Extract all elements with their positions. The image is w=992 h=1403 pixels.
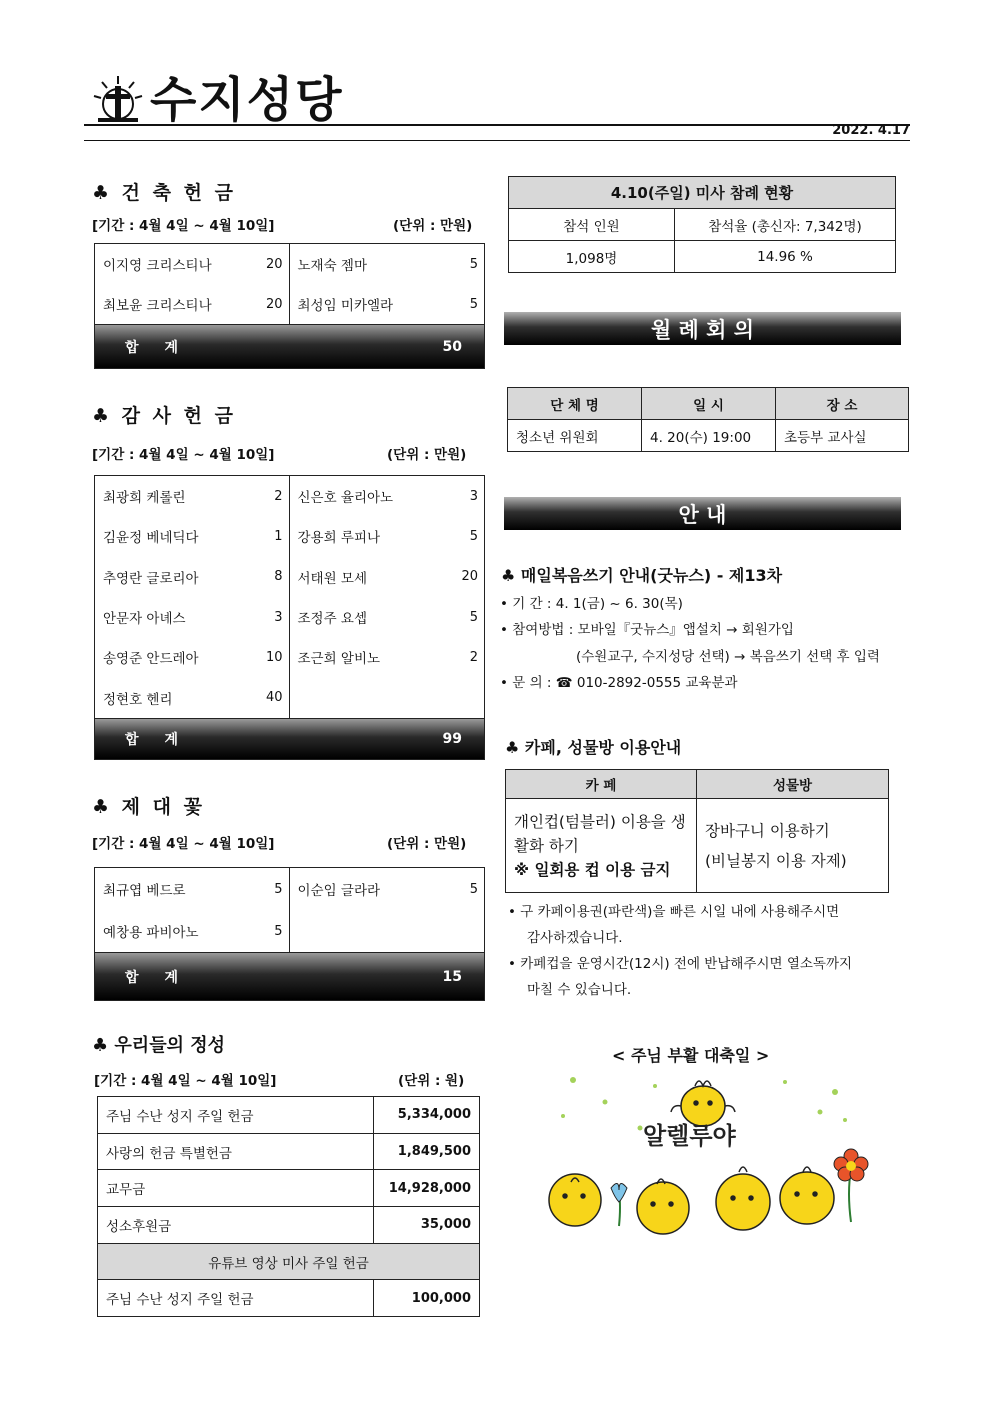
building-right-column — [290, 244, 485, 324]
table-row: 성소후원금 35,000 — [98, 1207, 480, 1244]
donor-row: 추영란 글로리아 8 — [103, 569, 283, 587]
table-row — [98, 1243, 480, 1280]
flowers-right-column — [290, 868, 485, 952]
thanks-unit: (단위 : 만원) — [387, 447, 467, 463]
cafe-bullet-1-cont: 감사하겠습니다. — [527, 930, 623, 946]
club-icon: ♣ — [92, 1035, 109, 1056]
hallelujah-text: 알렐루야 — [643, 1122, 736, 1150]
club-icon: ♣ — [92, 796, 113, 818]
club-icon: ♣ — [92, 405, 113, 427]
donor-row: 최광희 케롤린 2 — [103, 488, 283, 507]
cafe-header: 카 페 — [506, 770, 697, 799]
donor-row: 송영준 안드레아 10 — [103, 649, 283, 668]
attendance-count: 1,098명 — [509, 241, 675, 273]
donor-row: 정현호 헨리 40 — [103, 690, 283, 708]
thanks-fund-title: ♣ 감 사 헌 금 — [92, 405, 236, 427]
cafe-bullet-2-cont: 마칠 수 있습니다. — [527, 982, 632, 998]
attendance-title: 4.10(주일) 미사 참례 현황 — [509, 177, 896, 209]
easter-chicks-illustration — [545, 1072, 875, 1242]
donor-row: 강용희 루피나 5 — [297, 528, 478, 547]
table-row: 교무금 14,928,000 — [98, 1170, 480, 1207]
cafe-title: ♣ 카페, 성물방 이용안내 — [505, 738, 682, 757]
donor-row: 조정주 요셉 5 — [297, 609, 478, 628]
shop-guide: 장바구니 이용하기 (비닐봉지 이용 자제) — [697, 799, 889, 893]
donor-row: 안문자 아녜스 3 — [103, 609, 283, 628]
youtube-header: 유튜브 영상 미사 주일 헌금 — [98, 1243, 480, 1280]
notice-bar: 안 내 — [504, 497, 901, 530]
donor-row: 조근희 알비노 2 — [297, 649, 478, 668]
building-period: [기간 : 4월 4일 ~ 4월 10일] — [92, 218, 275, 234]
attendance-rate-header: 참석율 (총신자: 7,342명) — [675, 209, 896, 241]
gospel-method: • 참여방법 : 모바일『굿뉴스』앱설치 → 회원가입 — [500, 622, 794, 638]
meeting-header-place: 장 소 — [776, 388, 909, 420]
cafe-table — [505, 769, 889, 893]
flowers-box — [94, 867, 485, 1001]
attendance-table — [508, 176, 896, 273]
gospel-period: • 기 간 : 4. 1(금) ~ 6. 30(목) — [500, 596, 683, 612]
table-row: 주님 수난 성지 주일 헌금 100,000 — [98, 1280, 480, 1317]
offerings-title: ♣ 우리들의 정성 — [92, 1035, 226, 1056]
masthead-rule — [84, 124, 910, 126]
donor-row: 신은호 율리아노 3 — [297, 488, 478, 507]
cafe-guide: 개인컵(텀블러) 이용을 생활화 하기 ※ 일회용 컵 이용 금지 — [506, 799, 697, 893]
donor-row: 예창용 파비아노 5 — [103, 923, 283, 941]
donor-row: 노재숙 젬마 5 — [297, 256, 478, 274]
building-fund-title: ♣ 건 축 헌 금 — [92, 182, 236, 204]
gospel-method-detail: (수원교구, 수지성당 선택) → 복음쓰기 선택 후 입력 — [576, 649, 880, 665]
flowers-period: [기간 : 4월 4일 ~ 4월 10일] — [92, 836, 275, 852]
attendance-count-header: 참석 인원 — [509, 209, 675, 241]
donor-row: 이순임 글라라 5 — [297, 881, 478, 899]
masthead-rule-bottom — [84, 140, 910, 141]
building-left-column — [95, 244, 290, 324]
easter-caption: < 주님 부활 대축일 > — [612, 1046, 770, 1065]
thanks-fund-box — [94, 475, 485, 760]
flowers-total-bar: 합계 15 — [95, 952, 484, 1000]
offerings-table — [97, 1096, 480, 1317]
meeting-table — [507, 387, 909, 452]
attendance-rate: 14.96 % — [675, 241, 896, 273]
flowers-title: ♣ 제 대 꽃 — [92, 796, 205, 818]
flowers-left-column — [95, 868, 290, 952]
offerings-unit: (단위 : 원) — [398, 1073, 465, 1089]
club-icon: ♣ — [501, 566, 516, 585]
building-fund-box — [94, 243, 485, 369]
building-total-bar: 합계 50 — [95, 324, 484, 368]
donor-row: 최성임 미카엘라 5 — [297, 296, 478, 314]
offerings-period: [기간 : 4월 4일 ~ 4월 10일] — [94, 1073, 277, 1089]
cafe-bullet-1: • 구 카페이용권(파란색)을 빠른 시일 내에 사용해주시면 — [508, 904, 840, 920]
donor-row: 최규엽 베드로 5 — [103, 881, 283, 899]
meeting-header-group: 단 체 명 — [508, 388, 642, 420]
building-unit: (단위 : 만원) — [393, 218, 473, 234]
cafe-bullet-2: • 카페컵을 운영시간(12시) 전에 반납해주시면 열소독까지 — [508, 956, 853, 972]
club-icon: ♣ — [92, 182, 113, 204]
thanks-left-column — [95, 476, 290, 718]
table-row: 청소년 위원회 4. 20(수) 19:00 초등부 교사실 — [508, 420, 909, 452]
meeting-header-time: 일 시 — [642, 388, 776, 420]
gospel-writing-title: ♣ 매일복음쓰기 안내(굿뉴스) - 제13차 — [501, 566, 783, 585]
donor-row: 김윤정 베네딕다 1 — [103, 528, 283, 547]
shop-header: 성물방 — [697, 770, 889, 799]
table-row: 주님 수난 성지 주일 헌금 5,334,000 — [98, 1097, 480, 1134]
monthly-meeting-bar: 월 례 회 의 — [504, 312, 901, 345]
thanks-right-column — [290, 476, 485, 718]
parish-title: 수지성당 — [150, 72, 344, 128]
flowers-unit: (단위 : 만원) — [387, 836, 467, 852]
club-icon: ♣ — [505, 738, 520, 757]
thanks-total-bar: 합계 99 — [95, 718, 484, 759]
parish-logo — [92, 74, 144, 126]
table-row: 사랑의 헌금 특별헌금 1,849,500 — [98, 1133, 480, 1170]
donor-row: 서태원 모세 20 — [297, 569, 478, 587]
donor-row: 이지영 크리스티나 20 — [103, 256, 283, 274]
thanks-period: [기간 : 4월 4일 ~ 4월 10일] — [92, 447, 275, 463]
donor-row: 최보윤 크리스티나 20 — [103, 296, 283, 314]
bulletin-date: 2022. 4.17 — [832, 123, 910, 138]
gospel-contact: • 문 의 : ☎ 010-2892-0555 교육분과 — [500, 675, 738, 691]
